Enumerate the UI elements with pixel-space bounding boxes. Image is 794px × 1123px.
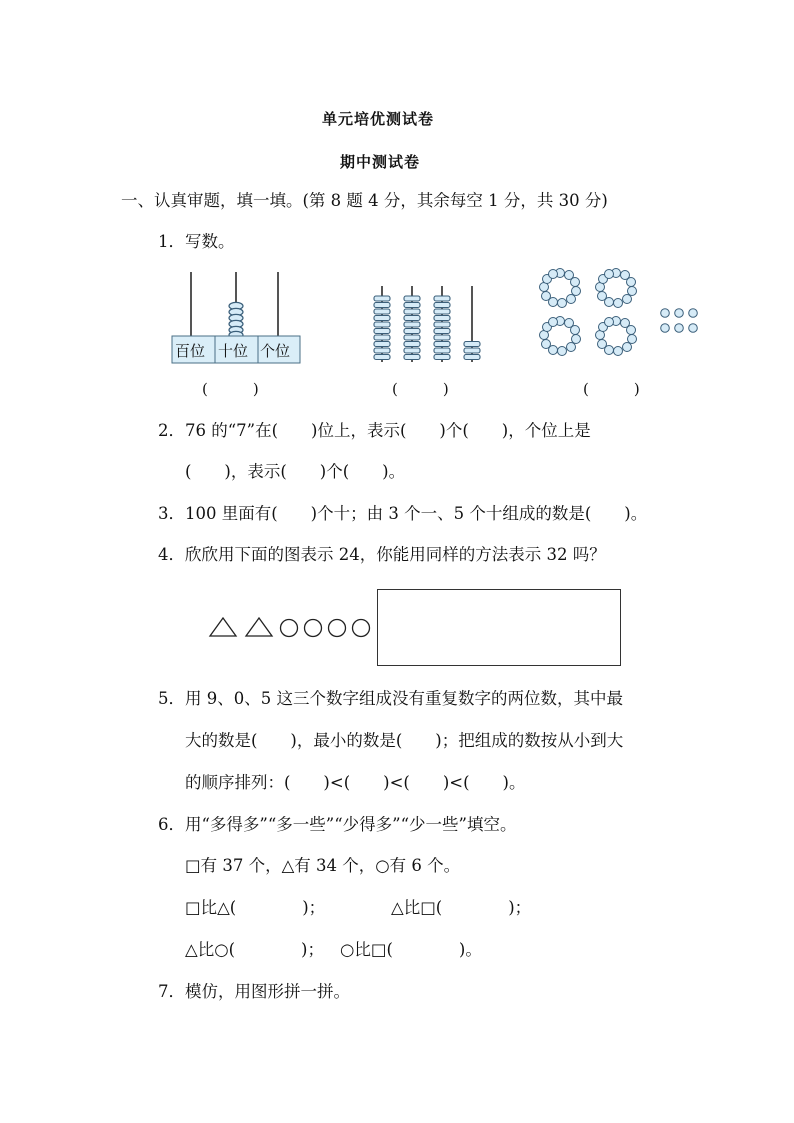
abacus-label-ones: 个位 xyxy=(260,342,291,360)
q4-answer-box[interactable] xyxy=(377,589,621,666)
circle-icon xyxy=(305,620,322,637)
exam-title: 期中测试卷 xyxy=(340,153,421,171)
q6-compare-triangle-square: △比□( )； xyxy=(391,898,532,917)
circle-icon xyxy=(281,620,298,637)
q4-shapes-svg xyxy=(206,612,376,642)
q5-line-1: 5．用 9、0、5 这三个数字组成没有重复数字的两位数，其中最 xyxy=(158,689,623,708)
q6-line-1: 6．用“多得多”“多一些”“少得多”“少一些”填空。 xyxy=(158,815,517,834)
q1-answer-3[interactable]: ( ) xyxy=(583,380,640,398)
q2-line-1: 2．76 的“7”在( )位上，表示( )个( )，个位上是 xyxy=(158,421,591,440)
q3-text: 3．100 里面有( )个十；由 3 个一、5 个十组成的数是( )。 xyxy=(158,504,648,523)
q6-compare-triangle-circle: △比○( )； xyxy=(185,940,324,959)
circle-icon xyxy=(329,620,346,637)
abacus-label-tens: 十位 xyxy=(218,342,249,360)
abacus-picture-1 xyxy=(170,268,302,368)
q1-answer-2[interactable]: ( ) xyxy=(392,380,449,398)
q6-compare-circle-square: ○比□( )。 xyxy=(340,940,482,959)
q4-text: 4．欣欣用下面的图表示 24，你能用同样的方法表示 32 吗？ xyxy=(158,545,606,564)
abacus-label-hundreds: 百位 xyxy=(175,342,206,360)
bead-rings-svg xyxy=(536,266,706,366)
abacus-2-svg xyxy=(368,284,486,364)
circle-icon xyxy=(353,620,370,637)
q1-text: 1．写数。 xyxy=(158,232,235,251)
q4-shapes xyxy=(206,612,376,642)
q7-text: 7．模仿，用图形拼一拼。 xyxy=(158,982,350,1001)
bead-rings-picture xyxy=(536,266,706,366)
q5-line-2: 大的数是( )，最小的数是( )；把组成的数按从小到大 xyxy=(185,731,624,750)
abacus-picture-2 xyxy=(368,284,486,364)
triangle-icon xyxy=(210,618,236,636)
series-title: 单元培优测试卷 xyxy=(322,110,435,128)
q2-line-2: ( )，表示( )个( )。 xyxy=(185,462,406,481)
q1-answer-1[interactable]: ( ) xyxy=(202,380,259,398)
triangle-icon xyxy=(246,618,272,636)
q6-line-2: □有 37 个，△有 34 个，○有 6 个。 xyxy=(185,856,461,875)
q6-compare-square-triangle: □比△( )； xyxy=(185,898,326,917)
q5-line-3: 的顺序排列：( )<( )<( )<( )。 xyxy=(185,773,526,792)
section-heading: 一、认真审题，填一填。(第 8 题 4 分，其余每空 1 分，共 30 分) xyxy=(121,191,608,210)
